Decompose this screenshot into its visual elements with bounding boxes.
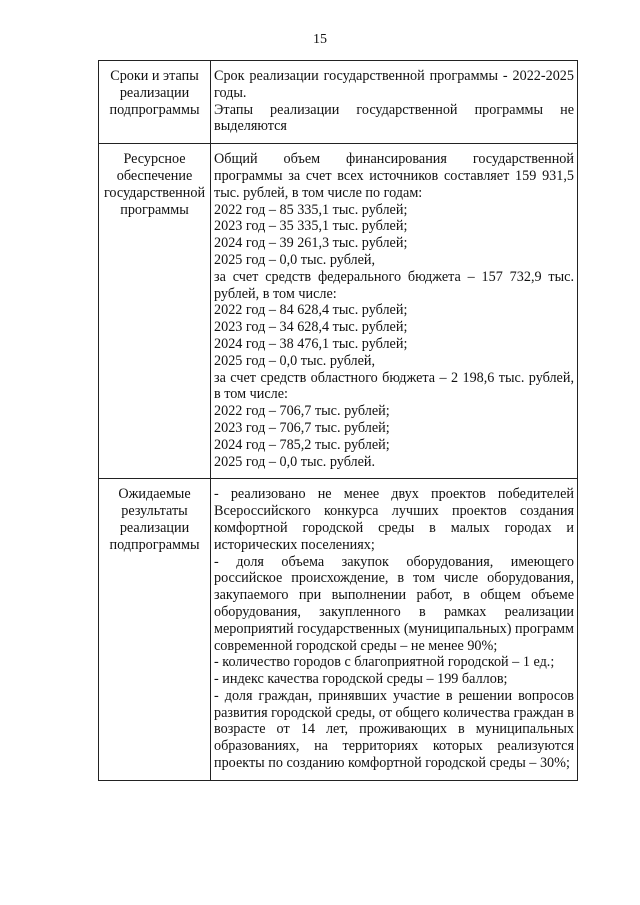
- row-label-terms: Сроки и этапы реализации подпрограммы: [99, 61, 211, 144]
- program-passport-table: [98, 60, 578, 781]
- text-line: Срок реализации государственной программы - 2022-2025 годы.: [214, 68, 574, 101]
- text-line: 2023 год – 34 628,4 тыс. рублей;: [214, 319, 408, 336]
- row-label-results: Ожидаемые результаты реализации подпрограммы: [99, 479, 211, 781]
- text-line: 2023 год – 706,7 тыс. рублей;: [214, 419, 390, 436]
- text-line: 2025 год – 0,0 тыс. рублей,: [214, 251, 376, 268]
- text-line: Этапы реализации государственной программы не выделяются: [214, 101, 574, 135]
- text-line: 2025 год – 0,0 тыс. рублей,: [214, 352, 376, 369]
- text-line: 2024 год – 38 476,1 тыс. рублей;: [214, 335, 408, 352]
- table-row-results: [99, 479, 578, 781]
- table-row-terms: [99, 61, 578, 144]
- row-content-results: [211, 479, 578, 781]
- text-line: 2023 год – 35 335,1 тыс. рублей;: [214, 218, 408, 235]
- text-line: 2022 год – 85 335,1 тыс. рублей;: [214, 201, 408, 218]
- table-row-funding: [99, 144, 578, 479]
- text-line: 2024 год – 39 261,3 тыс. рублей;: [214, 235, 408, 252]
- row-content-funding: [211, 144, 578, 479]
- text-line: 2025 год – 0,0 тыс. рублей.: [214, 453, 376, 470]
- text-line: - доля граждан, принявших участие в решении вопросов развития городской среды, от общего количества граждан в возрасте от 14 лет, проживающих в муниципальных образованиях, на территориях которых реализуются проекты по созданию комфортной городской среды – 30%;: [214, 687, 574, 772]
- text-line: за счет средств областного бюджета – 2 198,6 тыс. рублей, в том числе:: [214, 369, 574, 403]
- text-line: Общий объем финансирования государственной программы за счет всех источников составляет 159 931,5 тыс. рублей, в том числе по годам:: [214, 151, 574, 201]
- text-line: 2024 год – 785,2 тыс. рублей;: [214, 436, 390, 453]
- page-number: 15: [313, 32, 327, 47]
- text-line: 2022 год – 84 628,4 тыс. рублей;: [214, 302, 408, 319]
- text-line: 2022 год – 706,7 тыс. рублей;: [214, 403, 390, 420]
- row-content-terms: [211, 61, 578, 144]
- text-line: - реализовано не менее двух проектов победителей Всероссийского конкурса лучших проектов создания комфортной городской среды в малых городах и исторических поселениях;: [214, 486, 574, 553]
- row-label-funding: Ресурсное обеспечение государственной программы: [99, 144, 211, 479]
- text-line: - количество городов с благоприятной городской – 1 ед.;: [214, 654, 555, 671]
- text-line: - индекс качества городской среды – 199 баллов;: [214, 671, 508, 688]
- text-line: за счет средств федерального бюджета – 157 732,9 тыс. рублей, в том числе:: [214, 268, 574, 302]
- text-line: - доля объема закупок оборудования, имеющего российское происхождение, в том числе оборудования, закупаемого при выполнении работ, в общем объеме оборудования, закупленного в рамках реализации мероприятий государственных (муниципальных) программ современной городской среды – не менее 90%;: [214, 553, 574, 654]
